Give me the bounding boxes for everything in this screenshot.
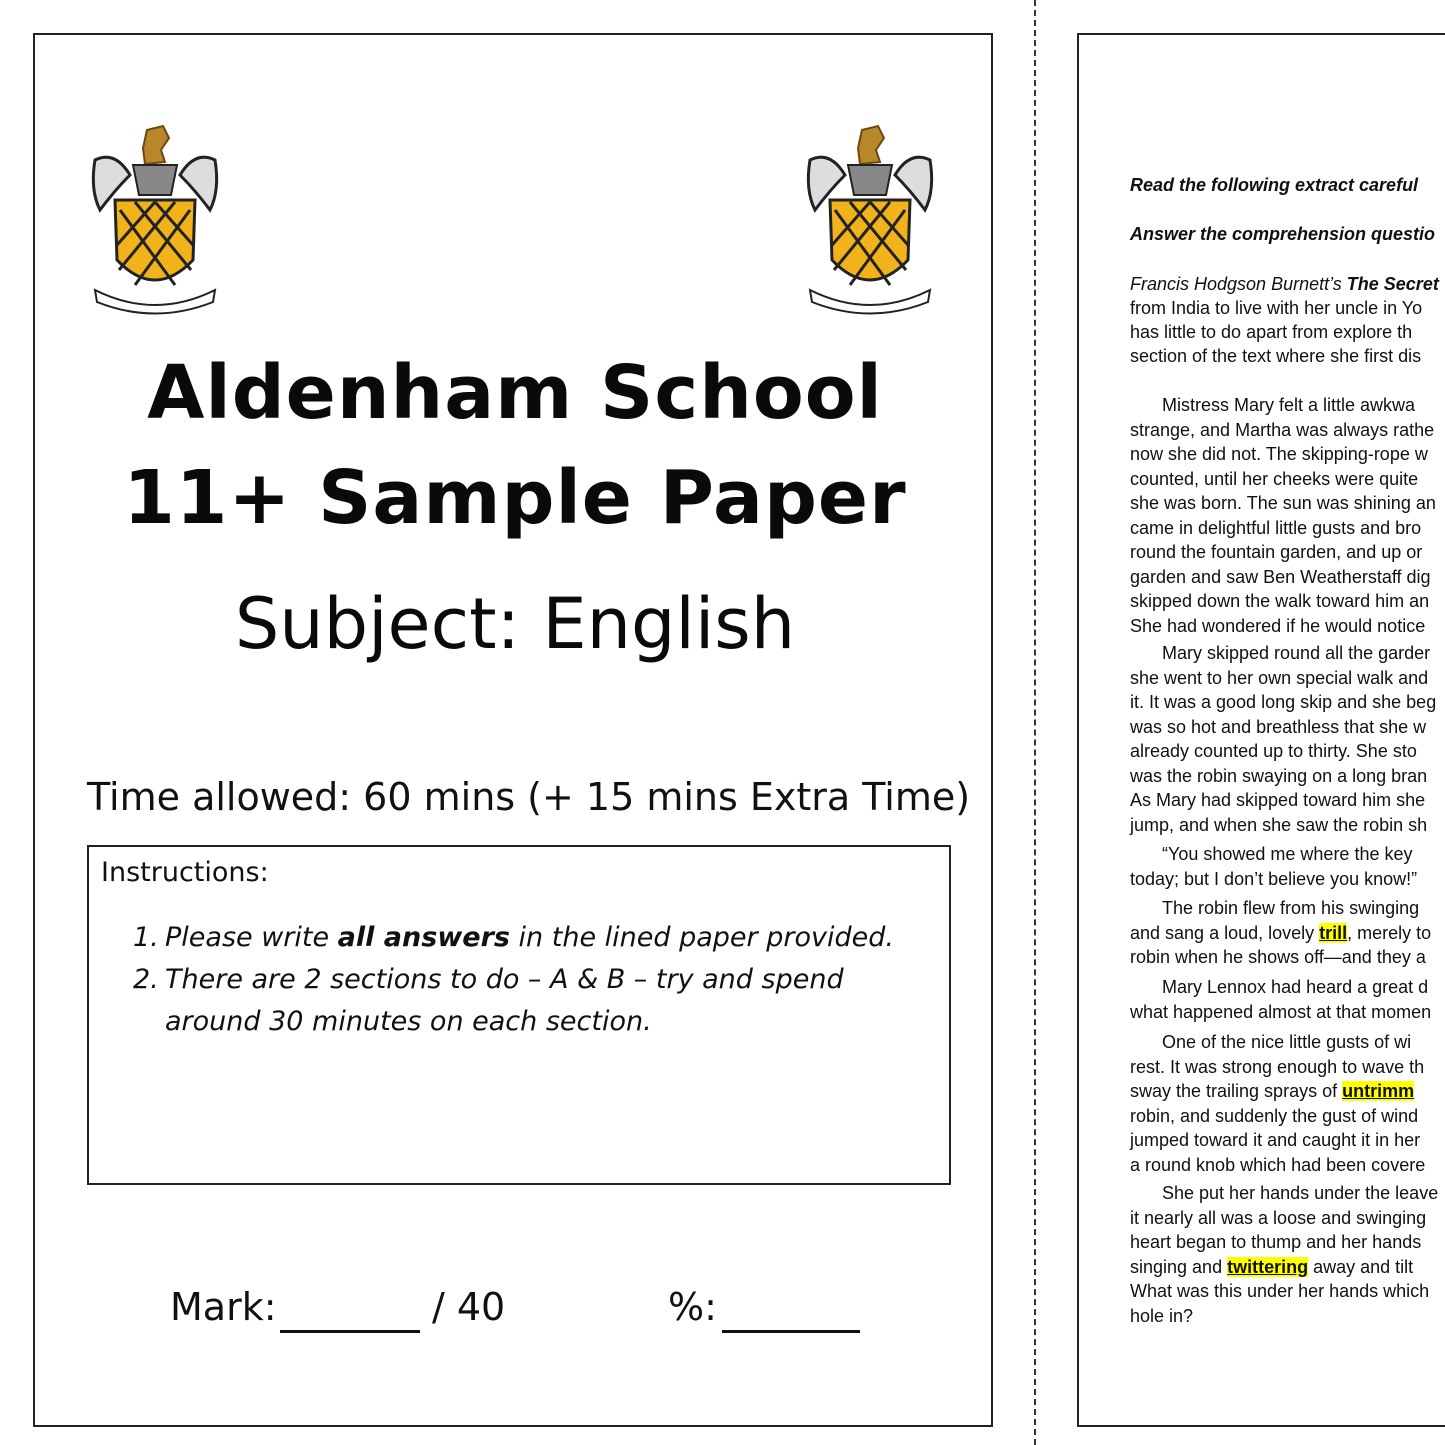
- read-instruction: Read the following extract careful: [1130, 175, 1419, 195]
- paper-title: 11+ Sample Paper: [123, 455, 907, 541]
- instruction-item: 1. Please write all answers in the lined paper provided.: [133, 922, 894, 953]
- paragraph: Mary Lennox had heard a great d what happened almost at that momen: [1130, 977, 1432, 1022]
- paragraph: Mary skipped round all the garder she went to her own special walk and it. It was a good long skip and she beg was so hot and breathless that she w already counted up to thirty. She sto was the robin swaying on a long bran As Mary had skipped toward him she jump, and when she saw the robin sh: [1130, 643, 1437, 835]
- instruction-item: 2. There are 2 sections to do – A & B – try and spend around 30 minutes on each section.: [133, 964, 844, 1037]
- mark-label: Mark:: [170, 1285, 277, 1329]
- subject-title: Subject: English: [234, 583, 796, 665]
- school-crest-icon: [85, 120, 225, 320]
- instructions-list: [117, 917, 937, 1043]
- extract-intro: Francis Hodgson Burnett’s The Secret from India to live with her uncle in Yo has little to do apart from explore th section of the text where she first dis: [1130, 274, 1439, 366]
- paragraph: “You showed me where the key today; but I don’t believe you know!”: [1130, 844, 1418, 889]
- percent-label: %:: [668, 1285, 717, 1329]
- paragraph: Mistress Mary felt a little awkwa strange, and Martha was always rathe now she did not. The skipping-rope w counted, until her cheeks were quite she was born. The sun was shining an came in delightful little gusts and bro round the fountain garden, and up or garden and saw Ben Weatherstaff dig skipped down the walk toward him an She had wondered if he would notice: [1130, 395, 1436, 636]
- school-crest-icon: [800, 120, 940, 320]
- paragraph: The robin flew from his swinging and sang a loud, lovely trill, merely to robin when he shows off—and they a: [1130, 898, 1432, 967]
- school-name: Aldenham School: [147, 350, 883, 436]
- highlighted-word: untrimm: [1342, 1081, 1415, 1101]
- mark-total: / 40: [432, 1285, 506, 1329]
- extract-page: [1077, 33, 1445, 1427]
- answer-instruction: Answer the comprehension questio: [1130, 224, 1436, 244]
- mark-row: [170, 1280, 890, 1340]
- paragraph: One of the nice little gusts of wi rest. It was strong enough to wave th sway the trailing sprays of untrimm robin, and suddenly the gust of wind jumped toward it and caught it in her a round knob which had been covere: [1130, 1032, 1426, 1175]
- page-divider: [1034, 0, 1036, 1445]
- instructions-box: [87, 845, 951, 1185]
- highlighted-word: trill: [1319, 922, 1348, 943]
- instructions-heading: Instructions:: [101, 857, 269, 888]
- percent-blank: [722, 1330, 860, 1333]
- highlighted-word: twittering: [1227, 1256, 1309, 1277]
- cover-page: [33, 33, 993, 1427]
- mark-blank: [280, 1330, 420, 1333]
- time-allowed: Time allowed: 60 mins (+ 15 mins Extra Time): [87, 775, 971, 819]
- paragraph: She put her hands under the leave it nearly all was a loose and swinging heart began to thump and her hands singing and twittering away and tilt What was this under her hands which hole in?: [1130, 1183, 1439, 1326]
